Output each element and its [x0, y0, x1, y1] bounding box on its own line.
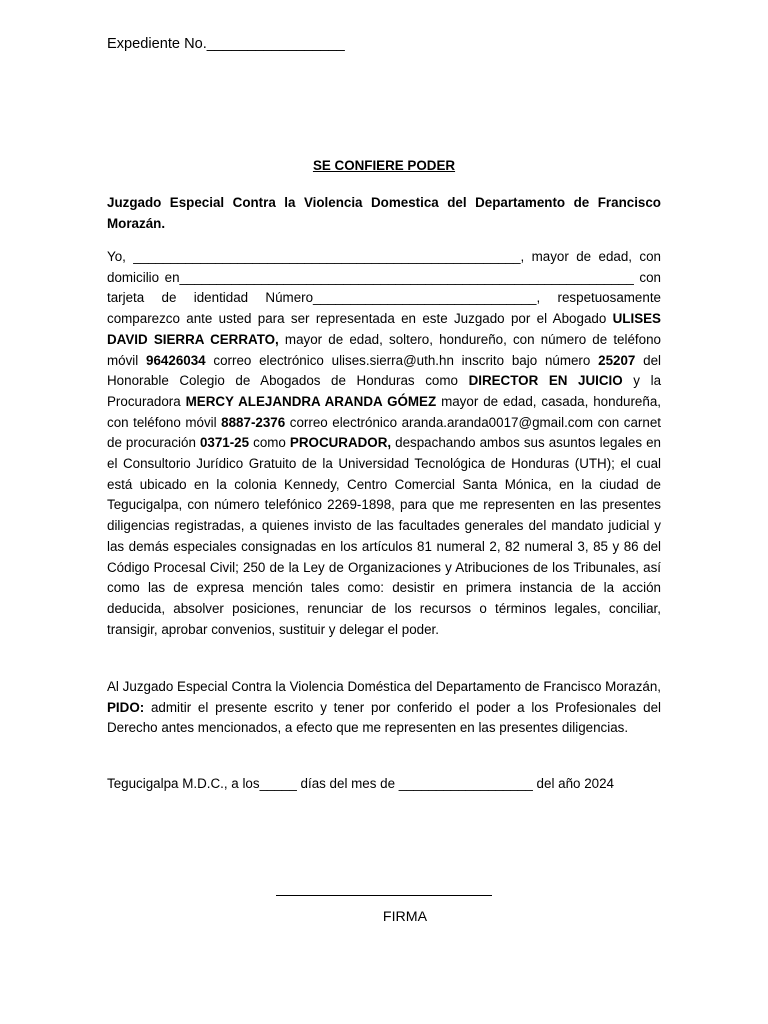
text-segment: Al Juzgado Especial Contra la Violencia Doméstica del Departamento de Francisco Morazán, [107, 679, 661, 694]
attorney-role: DIRECTOR EN JUICIO [468, 373, 623, 389]
text-segment: y la Procuradora [107, 373, 662, 409]
request-keyword: PIDO: [107, 699, 145, 715]
text-segment: mayor de edad, casada, hondureña, con teléfono móvil [107, 393, 661, 430]
procurator-phone: 8887-2376 [221, 414, 286, 430]
text-segment: del Honorable Colegio de Abogados de Honduras como [107, 352, 662, 389]
attorney-name: ULISES DAVID SIERRA CERRATO, [107, 311, 661, 347]
expediente-number: Expediente No._________________ [107, 36, 345, 52]
text-segment: correo electrónico ulises.sierra@uth.hn inscrito bajo número [205, 352, 599, 368]
signature-label: FIRMA [382, 909, 428, 925]
attorney-phone: 96426034 [146, 352, 206, 368]
request-paragraph [107, 677, 661, 739]
date-line: Tegucigalpa M.D.C., a los_____ días del mes de __________________ del año 2024 [107, 776, 614, 791]
text-segment: Yo, ____________________________________________________, mayor de edad, con domicilio en_____________________________________________________________ con tarjeta de identidad Número______________________________, respetuosamente comparezco ante usted para ser representada en este Juzgado por el Abogado [107, 249, 661, 327]
signature-line [276, 895, 492, 896]
text-segment: correo electrónico aranda.aranda0017@gmail.com con carnet de procuración [107, 414, 661, 451]
attorney-registration: 25207 [598, 352, 636, 368]
procurator-card: 0371-25 [199, 435, 250, 451]
text-segment: admitir el presente escrito y tener por conferido el poder a los Profesionales del Derecho antes mencionados, a efecto que me representen en las presentes diligencias. [107, 699, 661, 736]
procurator-name: MERCY ALEJANDRA ARANDA GÓMEZ [185, 393, 437, 409]
document-title: SE CONFIERE PODER [312, 158, 456, 173]
procurator-role: PROCURADOR, [289, 435, 392, 451]
addressee: Juzgado Especial Contra la Violencia Domestica del Departamento de Francisco Morazán. [107, 195, 661, 231]
power-of-attorney-paragraph [107, 247, 661, 640]
text-segment: mayor de edad, soltero, hondureño, con número de teléfono móvil [107, 331, 661, 368]
text-segment: como [249, 435, 290, 451]
text-segment: despachando ambos sus asuntos legales en el Consultorio Jurídico Gratuito de la Universidad Tecnológica de Honduras (UTH); el cual está ubicado en la colonia Kennedy, Centro Comercial Santa Mónica, en la ciudad de Tegucigalpa, con número telefónico 2269-1898, para que me representen en las presentes diligencias registradas, a quienes invisto de las facultades generales del mandato judicial y las demás especiales consignadas en los artículos 81 numeral 2, 82 numeral 3, 85 y 86 del Código Procesal Civil; 250 de la Ley de Organizaciones y Atribuciones de los Tribunales, así como las de expresa mención tales como: desistir en primera instancia de la acción deducida, absolver posiciones, renunciar de los recursos o términos legales, conciliar, transigir, aprobar convenios, sustituir y delegar el poder. [107, 435, 661, 637]
